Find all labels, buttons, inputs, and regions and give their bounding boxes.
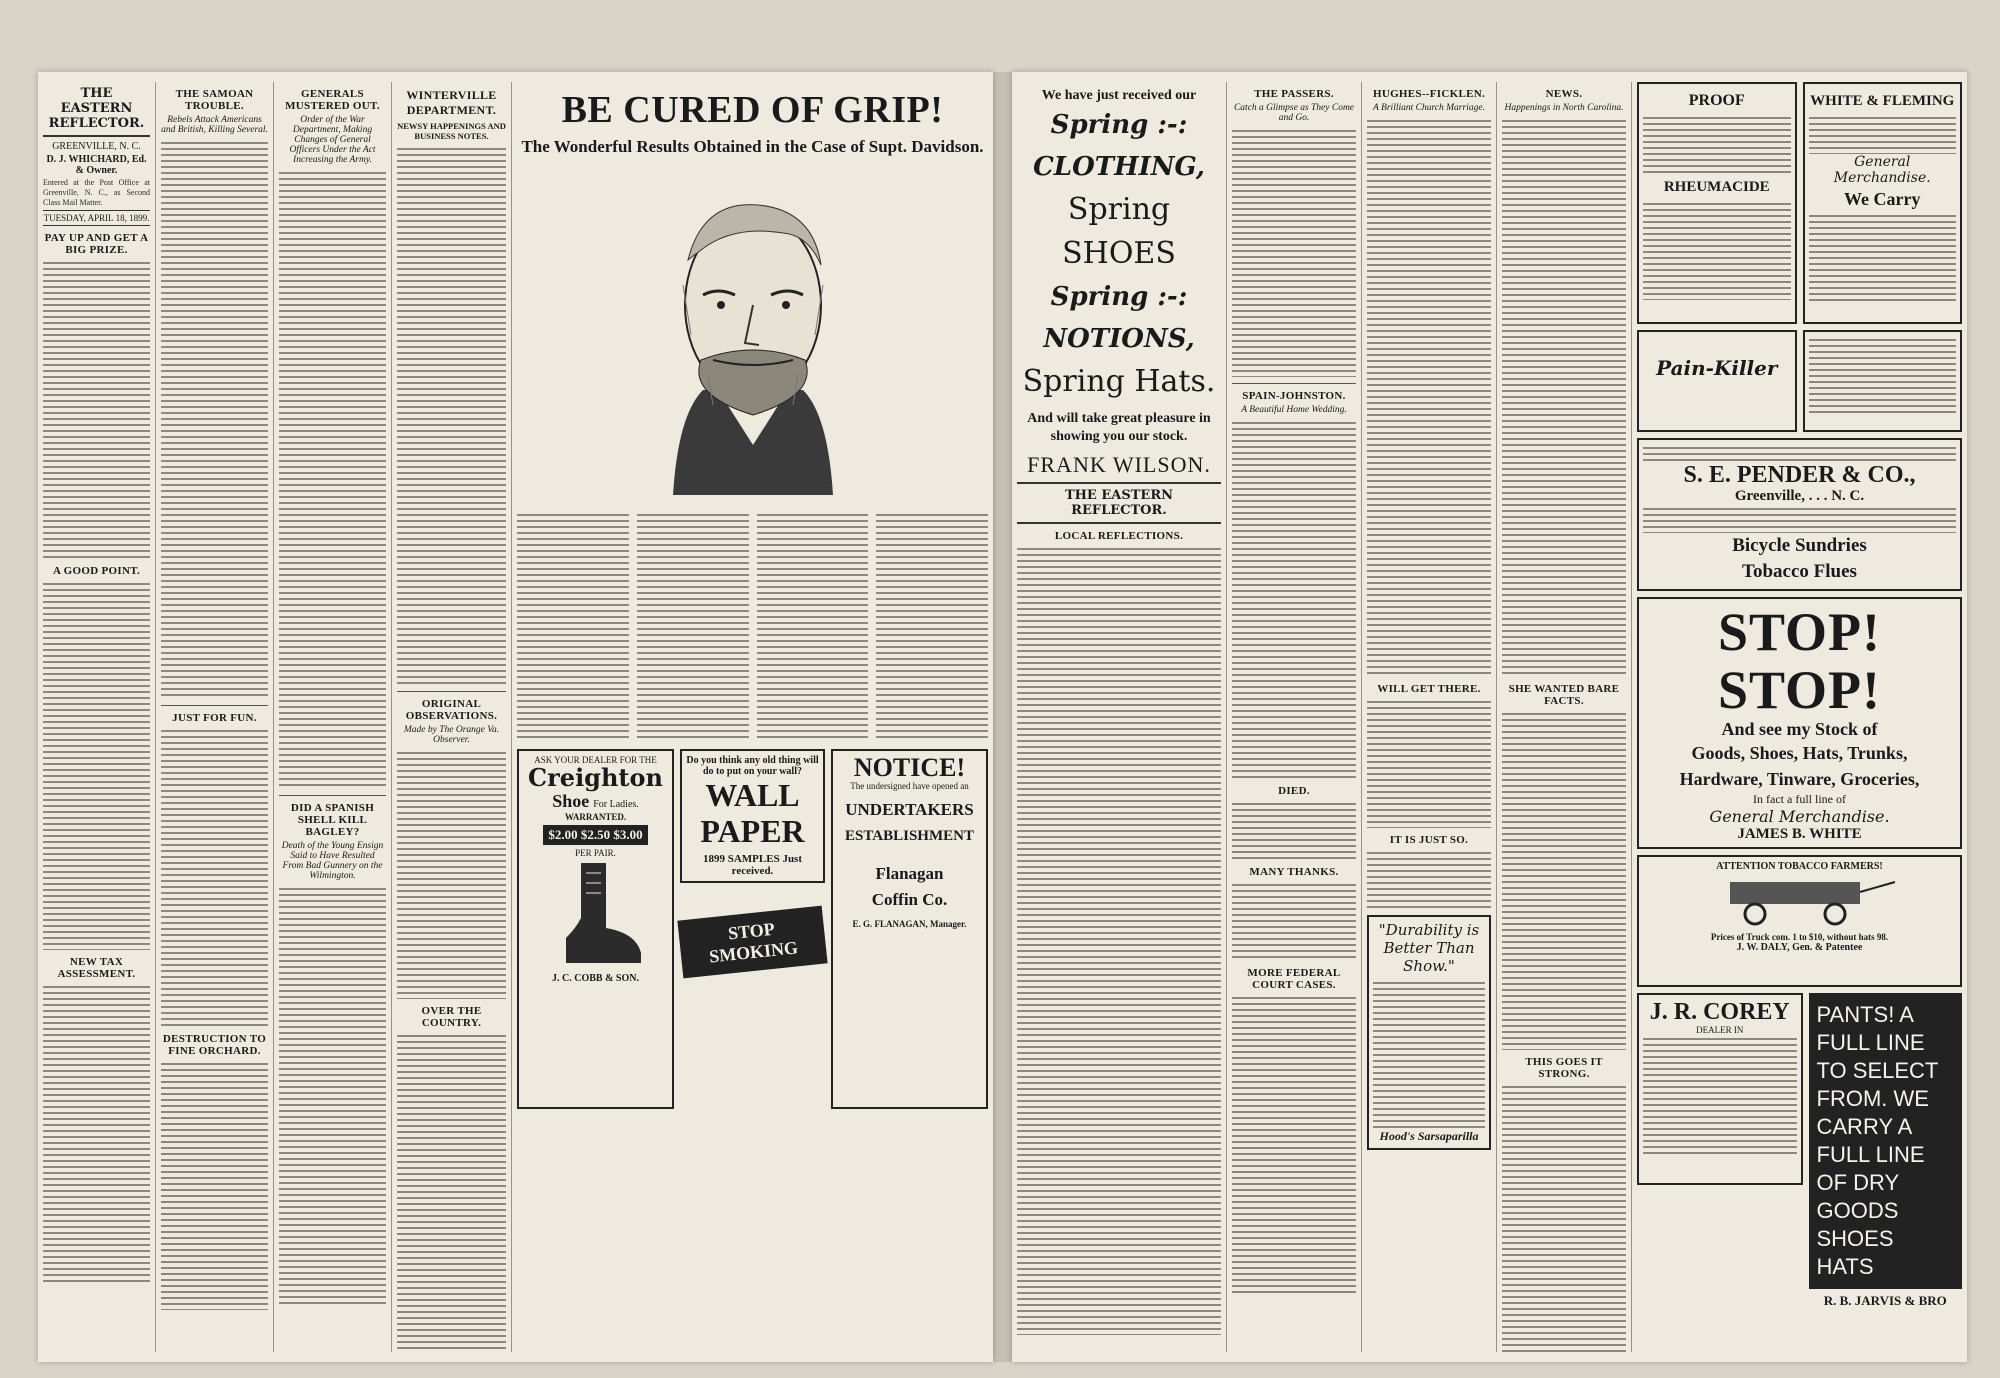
article-body (43, 259, 150, 559)
undertaker-flanagan: Flanagan (875, 864, 944, 883)
divider (1232, 383, 1356, 384)
masthead: THE EASTERN REFLECTOR. (43, 82, 150, 137)
wall-ad-paper: PAPER (700, 813, 805, 849)
article-body (1809, 114, 1957, 154)
left-col-3 (274, 82, 392, 1352)
wilson-intro: We have just received our (1041, 88, 1197, 103)
left-col-2 (156, 82, 274, 1352)
shoe-ad-per: PER PAIR. (575, 848, 616, 858)
article-body (1643, 1035, 1797, 1155)
undertaker-title: UNDERTAKERS (845, 800, 974, 819)
article-body (1232, 419, 1356, 779)
rheumacide-title: RHEUMACIDE (1663, 179, 1770, 195)
article-heading: THE PASSERS. (1254, 88, 1334, 100)
article-heading: IT IS JUST SO. (1389, 834, 1469, 846)
white-stop-ad (1637, 597, 1962, 849)
pain-killer-title: Pain-Killer (1656, 356, 1778, 380)
article-heading: LOCAL REFLECTIONS. (1054, 530, 1184, 542)
article-body (637, 511, 749, 741)
article-heading: THE SAMOAN TROUBLE. (175, 88, 254, 112)
portrait-illustration (583, 165, 923, 505)
corey-dealer: DEALER IN (1696, 1025, 1744, 1035)
article-heading: SHE WANTED BARE FACTS. (1508, 683, 1620, 707)
article-heading: MANY THANKS. (1249, 866, 1339, 878)
hoods-name: Hood's Sarsaparilla (1379, 1129, 1479, 1143)
rheumacide-ad (1637, 82, 1797, 324)
article-heading: NEW TAX ASSESSMENT. (57, 956, 136, 980)
ads-second-row (1637, 330, 1962, 432)
article-body (397, 1032, 506, 1352)
article-heading: OVER THE COUNTRY. (421, 1005, 482, 1029)
article-body (1502, 117, 1626, 677)
dateline: TUESDAY, APRIL 18, 1899. (43, 210, 150, 226)
article-heading: THIS GOES IT STRONG. (1525, 1056, 1603, 1080)
white-fleming-ad (1803, 82, 1963, 324)
grip-article-columns (517, 511, 988, 741)
wall-ad-line: Do you think any old thing will do to put on your wall? (686, 755, 819, 777)
truck-illustration (1700, 872, 1900, 927)
boot-illustration (546, 858, 646, 968)
shoe-ad-for: For Ladies. (593, 799, 639, 810)
creighton-shoe-ad (517, 749, 674, 1109)
bicycle-sundries: Bicycle Sundries (1732, 535, 1867, 556)
right-col-2 (1227, 82, 1362, 1352)
wilson-name: FRANK WILSON. (1017, 452, 1221, 484)
shoe-ad-line: ASK YOUR DEALER FOR THE (534, 755, 657, 765)
wall-ad-samples: 1899 SAMPLES Just received. (702, 853, 803, 877)
article-body (43, 580, 150, 950)
masthead-place: GREENVILLE, N. C. (52, 141, 141, 152)
shoe-ad-shoe: Shoe (552, 791, 590, 811)
divider (161, 705, 268, 706)
article-body (1367, 849, 1491, 909)
jarvis-name: R. B. JARVIS & BRO (1823, 1293, 1947, 1308)
undertaker-notice: NOTICE! (853, 753, 966, 782)
truck-prices: Prices of Truck com. 1 to $10, without hats 98. (1710, 932, 1889, 942)
right-page (1012, 72, 1967, 1362)
hoods-slogan: "Durability is Better Than Show." (1378, 921, 1480, 975)
masthead-2: THE EASTERN REFLECTOR. (1017, 484, 1221, 524)
undertaker-manager: E. G. FLANAGAN, Manager. (852, 919, 967, 929)
tobacco-flues: Tobacco Flues (1742, 561, 1857, 582)
article-heading: HUGHES--FICKLEN. (1372, 88, 1486, 100)
article-body (1643, 444, 1956, 462)
right-col-1 (1012, 82, 1227, 1352)
article-body (279, 169, 386, 789)
article-body (1367, 698, 1491, 828)
wilson-pleasure: And will take great pleasure in showing you our stock. (1027, 411, 1211, 444)
article-subheading: Catch a Glimpse as They Come and Go. (1233, 103, 1355, 123)
grip-subheadline: The Wonderful Results Obtained in the Case of Supt. Davidson. (521, 137, 984, 156)
we-carry: We Carry (1844, 189, 1921, 209)
wall-ad-wall: WALL (705, 777, 800, 813)
article-heading: WILL GET THERE. (1377, 683, 1481, 695)
jarvis-ad (1809, 993, 1963, 1309)
article-subheading: Death of the Young Ensign Said to Have Resulted From Bad Gunnery on the Wilmington. (281, 841, 384, 881)
undertaker-coffin: Coffin Co. (871, 890, 948, 909)
divider (397, 691, 506, 692)
article-heading: DIED. (1278, 785, 1310, 797)
article-body (757, 511, 869, 741)
ads-top-row (1637, 82, 1962, 324)
article-subheading: Order of the War Department, Making Changes of General Officers Under the Act Increasing the Army. (289, 115, 376, 165)
article-body (876, 511, 988, 741)
editor-line: D. J. WHICHARD, Ed. & Owner. (46, 154, 147, 176)
undertaker-establishment: ESTABLISHMENT (845, 828, 974, 844)
grip-headline: BE CURED OF GRIP! (561, 89, 944, 131)
article-body (397, 145, 506, 685)
article-body (517, 511, 629, 741)
corey-name: J. R. COREY (1649, 999, 1790, 1025)
tobacco-truck-ad (1637, 855, 1962, 987)
article-body (43, 983, 150, 1283)
article-subheading: NEWSY HAPPENINGS AND BUSINESS NOTES. (397, 121, 506, 141)
article-body (1643, 200, 1791, 300)
stop-smoking-ad: STOP SMOKING (677, 906, 827, 979)
article-body (1232, 800, 1356, 860)
stop-and-see: And see my Stock of (1721, 719, 1878, 739)
article-body (1502, 710, 1626, 1050)
wilson-clothing: Spring :-: CLOTHING, (1033, 110, 1205, 182)
undertaker-ad (831, 749, 988, 1109)
undertaker-line: The undersigned have opened an (850, 781, 969, 791)
article-body (1502, 1083, 1626, 1352)
article-body (279, 885, 386, 1305)
pender-name: S. E. PENDER & CO., (1683, 462, 1916, 488)
article-body (1809, 212, 1957, 302)
shoe-ad-prices: $2.00 $2.50 $3.00 (543, 825, 648, 845)
article-body (1643, 505, 1956, 533)
proof-title: PROOF (1688, 92, 1745, 109)
wilson-hats: Spring Hats. (1022, 364, 1216, 399)
general-mdse: General Merchandise. (1833, 154, 1931, 186)
article-heading: PAY UP AND GET A BIG PRIZE. (44, 232, 149, 256)
article-heading: WINTERVILLE DEPARTMENT. (406, 88, 497, 117)
article-heading: GENERALS MUSTERED OUT. (285, 88, 380, 112)
article-subheading: Made by The Orange Va. Observer. (403, 725, 500, 745)
article-body (1017, 545, 1221, 1335)
article-body (1232, 127, 1356, 377)
pender-place: Greenville, . . . N. C. (1734, 488, 1865, 504)
article-body (1373, 979, 1485, 1129)
article-subheading: A Beautiful Home Wedding. (1241, 405, 1347, 415)
article-heading: DID A SPANISH SHELL KILL BAGLEY? (290, 802, 375, 838)
article-subheading: Happenings in North Carolina. (1504, 103, 1624, 113)
article-body (1232, 994, 1356, 1294)
stop-gm: General Merchandise. (1709, 807, 1890, 826)
ads-row (517, 749, 988, 1109)
page-gutter (993, 72, 1012, 1362)
article-body (1643, 114, 1791, 174)
pain-killer-ad (1637, 330, 1797, 432)
article-heading: NEWS. (1545, 88, 1583, 100)
article-body (1232, 881, 1356, 961)
article-heading: MORE FEDERAL COURT CASES. (1247, 967, 1341, 991)
stop-hardware: Hardware, Tinware, Groceries, (1679, 769, 1920, 789)
article-subheading: Rebels Attack Americans and British, Killing Several. (161, 115, 268, 135)
hay-oats-ad (1803, 330, 1963, 432)
left-col-1 (38, 82, 156, 1352)
corey-ad (1637, 993, 1803, 1185)
article-body (161, 727, 268, 1027)
stop-goods: Goods, Shoes, Hats, Trunks, (1691, 743, 1908, 763)
article-body (1367, 117, 1491, 677)
truck-attention: ATTENTION TOBACCO FARMERS! (1716, 861, 1883, 872)
right-ads-column (1632, 82, 1967, 1352)
article-heading: SPAIN-JOHNSTON. (1242, 390, 1346, 402)
wall-paper-ad (680, 749, 825, 883)
article-body (161, 1060, 268, 1310)
stop-full: In fact a full line of (1753, 792, 1846, 806)
left-page (38, 72, 993, 1362)
white-fleming-title: WHITE & FLEMING (1810, 93, 1955, 109)
shoe-ad-brand: Creighton (528, 763, 663, 792)
portrait-svg (583, 165, 923, 505)
wilson-notions: Spring :-: NOTIONS, (1043, 282, 1195, 354)
ads-bottom-row (1637, 993, 1962, 1309)
wilson-shoes: Spring SHOES (1062, 192, 1176, 271)
shoe-ad-dealer: J. C. COBB & SON. (552, 973, 639, 984)
article-body (161, 139, 268, 699)
hoods-ad (1367, 915, 1491, 1150)
truck-daly: J. W. DALY, Gen. & Patentee (1736, 942, 1863, 953)
jarvis-pants: PANTS! A FULL LINE TO SELECT FROM. WE CARRY A FULL LINE OF DRY GOODS SHOES HATS (1809, 993, 1963, 1289)
stop-white: JAMES B. WHITE (1737, 826, 1862, 842)
article-body (397, 749, 506, 999)
pender-ad (1637, 438, 1962, 591)
divider (279, 795, 386, 796)
article-heading: DESTRUCTION TO FINE ORCHARD. (162, 1033, 267, 1057)
left-col-4 (392, 82, 512, 1352)
stop-headline: STOP! STOP! (1717, 602, 1882, 720)
article-heading: ORIGINAL OBSERVATIONS. (405, 698, 498, 722)
article-body (1809, 336, 1957, 416)
right-col-3 (1362, 82, 1497, 1352)
article-heading: A GOOD POINT. (52, 565, 141, 577)
article-subheading: A Brilliant Church Marriage. (1373, 103, 1485, 113)
grip-feature (512, 82, 993, 1352)
right-col-4 (1497, 82, 1632, 1352)
wall-paper-ad-column (680, 749, 825, 1109)
article-heading: JUST FOR FUN. (172, 712, 257, 724)
shoe-ad-warranted: WARRANTED. (564, 812, 627, 822)
entered-notice: Entered at the Post Office at Greenville, N. C., as Second Class Mail Matter. (43, 178, 150, 207)
